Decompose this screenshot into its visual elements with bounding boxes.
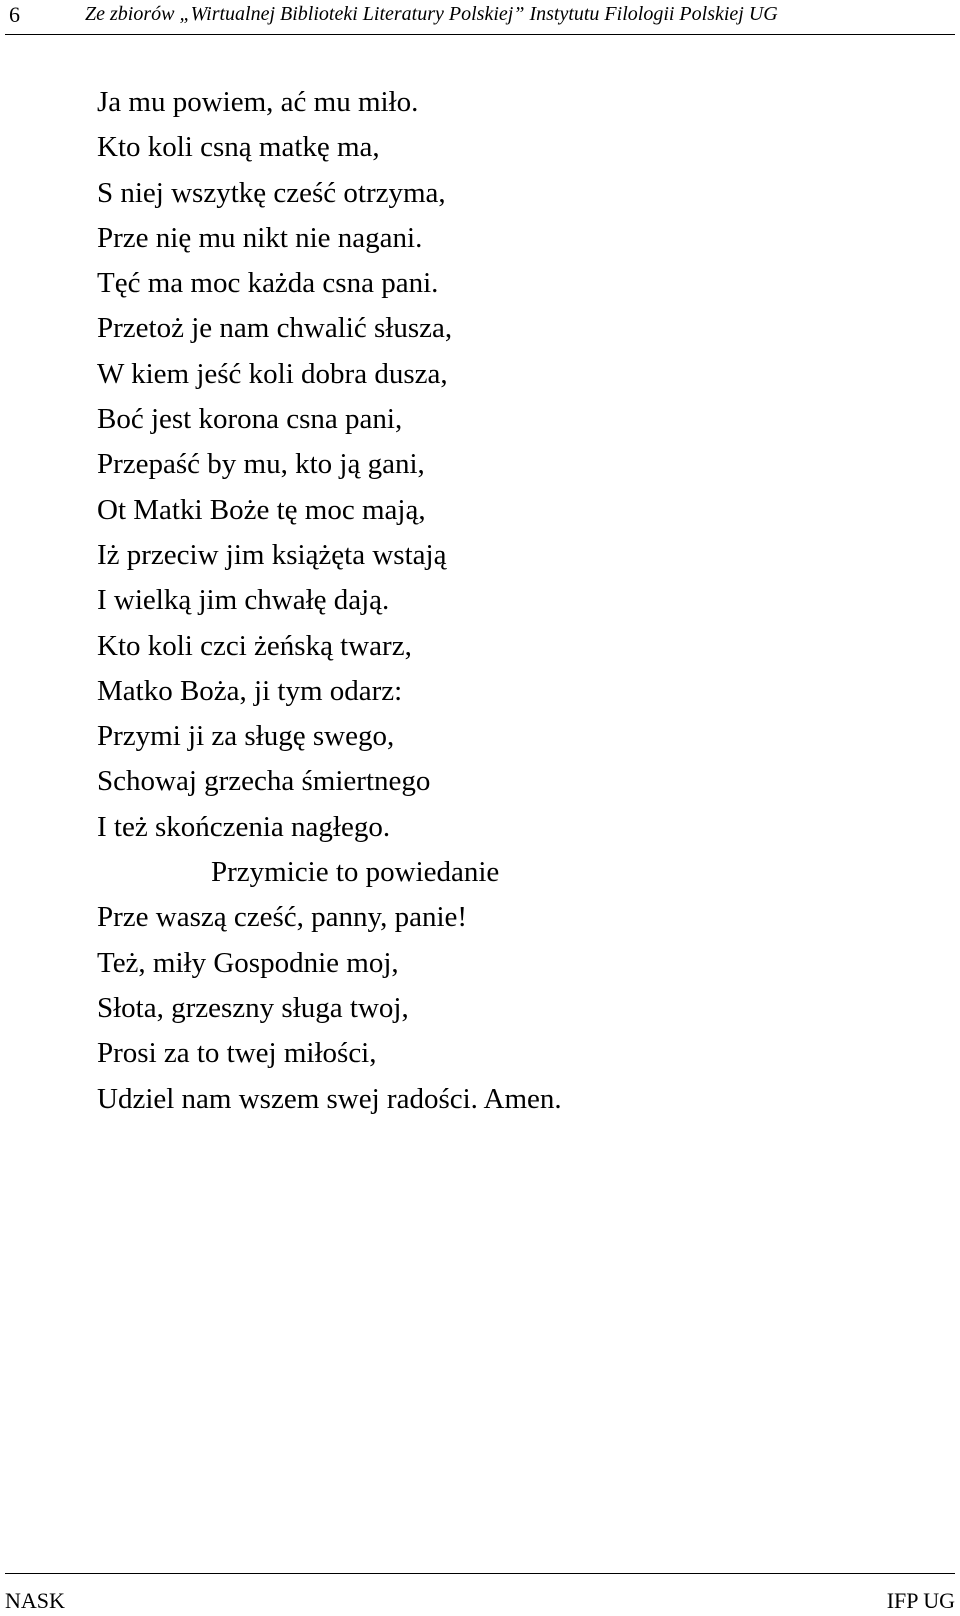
poem-line: Też, miły Gospodnie moj,	[97, 946, 399, 979]
poem-line: Słota, grzeszny sługa twoj,	[97, 991, 409, 1024]
poem-line: Prosi za to twej miłości,	[97, 1037, 377, 1070]
poem-line: Schowaj grzecha śmiertnego	[97, 765, 431, 798]
page-number: 6	[9, 2, 20, 27]
poem-line: Prze nię mu nikt nie nagani.	[97, 221, 423, 254]
poem-line: I wielką jim chwałę dają.	[97, 584, 390, 617]
poem-line: Przymi ji za sługę swego,	[97, 720, 395, 753]
footer-publisher: NASK	[5, 1588, 65, 1613]
page-header	[5, 0, 955, 35]
poem-line: S niej wszytkę cześć otrzyma,	[97, 176, 446, 209]
poem-line: Kto koli czci żeńską twarz,	[97, 629, 412, 662]
poem-line: Ja mu powiem, ać mu miło.	[97, 86, 419, 118]
poem-line: I też skończenia nagłego.	[97, 810, 391, 843]
poem-line: Ot Matki Boże tę moc mają,	[97, 493, 426, 526]
poem-line: Iż przeciw jim książęta wstają	[97, 538, 447, 571]
poem-line: Kto koli csną matkę ma,	[97, 131, 380, 164]
poem-line: Przetoż je nam chwalić słusza,	[97, 312, 453, 345]
poem-line: Prze waszą cześć, panny, panie!	[97, 901, 468, 934]
poem-line-indented: Przymicie to powiedanie	[211, 856, 500, 889]
poem-line: Udziel nam wszem swej radości. Amen.	[97, 1082, 562, 1115]
poem-text	[97, 80, 562, 1122]
poem-line: Przepaść by mu, kto ją gani,	[97, 448, 425, 481]
poem-line: W kiem jeść koli dobra dusza,	[97, 357, 448, 390]
poem-line: Matko Boża, ji tym odarz:	[97, 674, 403, 707]
page-footer	[5, 1573, 955, 1616]
footer-institute: IFP UG	[886, 1588, 955, 1613]
running-head: Ze zbiorów „Wirtualnej Biblioteki Literatury Polskiej” Instytutu Filologii Polskiej UG	[85, 3, 778, 25]
poem-line: Boć jest korona csna pani,	[97, 403, 403, 436]
poem-line: Tęć ma moc każda csna pani.	[97, 267, 439, 300]
